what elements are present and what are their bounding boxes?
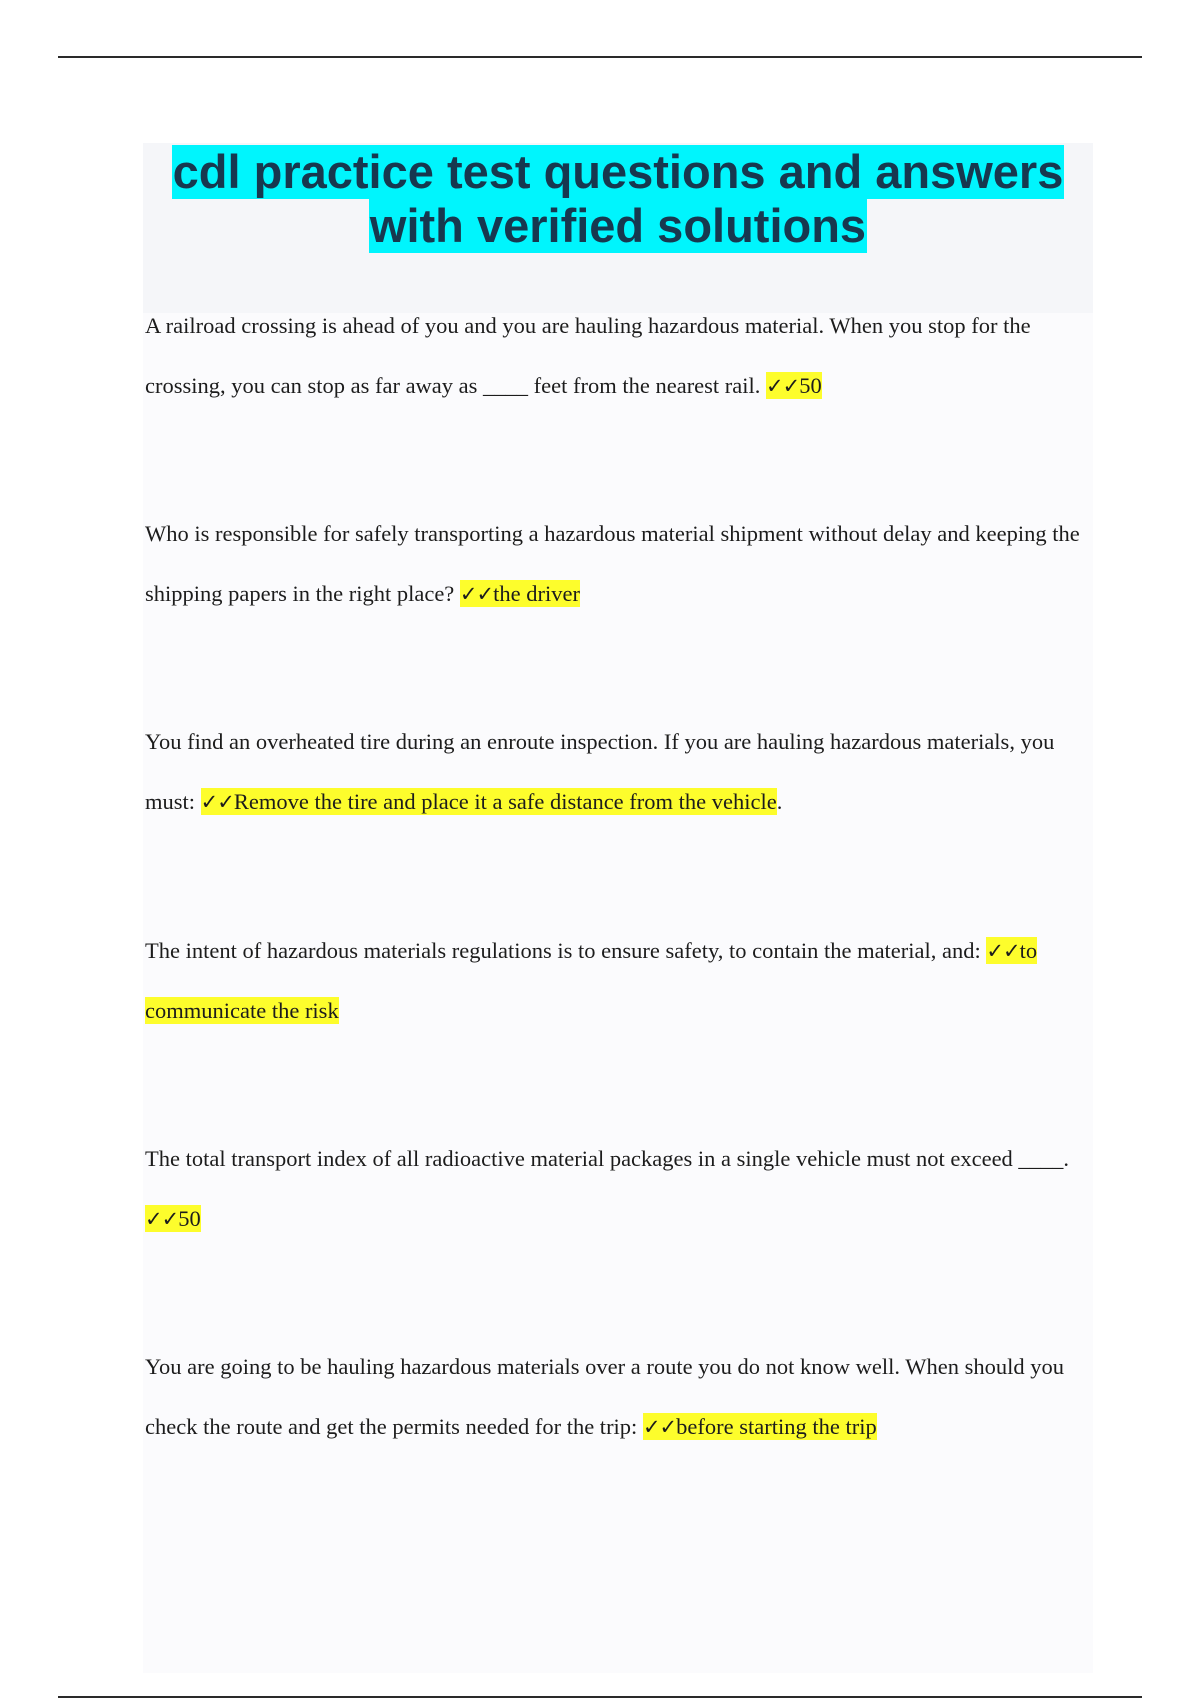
answer-text: Remove the tire and place it a safe distance from the vehicle bbox=[233, 789, 777, 814]
qa-item-4 bbox=[145, 921, 1090, 1041]
answer-text: 50 bbox=[799, 373, 822, 398]
question-text: The total transport index of all radioactive material packages in a single vehicle must not exceed ____. bbox=[145, 1146, 1070, 1171]
answer-highlight bbox=[460, 580, 580, 607]
question-text: A railroad crossing is ahead of you and you are hauling hazardous material. When you stop for the crossing, you can stop as far away as ____ feet from the nearest rail. bbox=[145, 313, 1031, 398]
answer-highlight bbox=[643, 1413, 877, 1440]
answer-text: to communicate the risk bbox=[145, 938, 1038, 1023]
qa-item-5 bbox=[145, 1129, 1090, 1249]
question-text: Who is responsible for safely transporting a hazardous material shipment without delay and keeping the shipping papers in the right place? bbox=[145, 521, 1080, 606]
title-block bbox=[143, 143, 1093, 313]
answer-text: before starting the trip bbox=[676, 1414, 877, 1439]
check-marks: ✓✓ bbox=[459, 582, 494, 606]
question-text: You are going to be hauling hazardous materials over a route you do not know well. When should you check the route and get the permits needed for the trip: bbox=[145, 1354, 1064, 1439]
qa-item-6 bbox=[145, 1337, 1090, 1457]
header-rule bbox=[58, 56, 1142, 58]
question-text: You find an overheated tire during an enroute inspection. If you are hauling hazardous materials, you must: bbox=[145, 729, 1055, 814]
check-marks: ✓✓ bbox=[145, 1207, 179, 1231]
answer-highlight bbox=[201, 788, 777, 815]
answer-trailing: . bbox=[776, 789, 783, 814]
qa-item-1 bbox=[145, 296, 1090, 416]
title-line-2: with verified solutions bbox=[369, 199, 867, 252]
check-marks: ✓✓ bbox=[766, 374, 800, 398]
qa-item-3 bbox=[145, 712, 1090, 832]
question-text: The intent of hazardous materials regulations is to ensure safety, to contain the material, and: bbox=[145, 938, 981, 963]
answer-highlight bbox=[145, 1205, 201, 1232]
check-marks: ✓✓ bbox=[642, 1415, 677, 1439]
check-marks: ✓✓ bbox=[986, 939, 1020, 963]
check-marks: ✓✓ bbox=[200, 790, 234, 814]
document-title bbox=[143, 143, 1093, 253]
title-line-1: cdl practice test questions and answers bbox=[172, 145, 1064, 198]
answer-text: the driver bbox=[493, 581, 580, 606]
answer-text: 50 bbox=[178, 1206, 201, 1231]
footer-rule bbox=[58, 1696, 1142, 1698]
qa-item-2 bbox=[145, 504, 1090, 624]
answer-highlight bbox=[766, 372, 822, 399]
